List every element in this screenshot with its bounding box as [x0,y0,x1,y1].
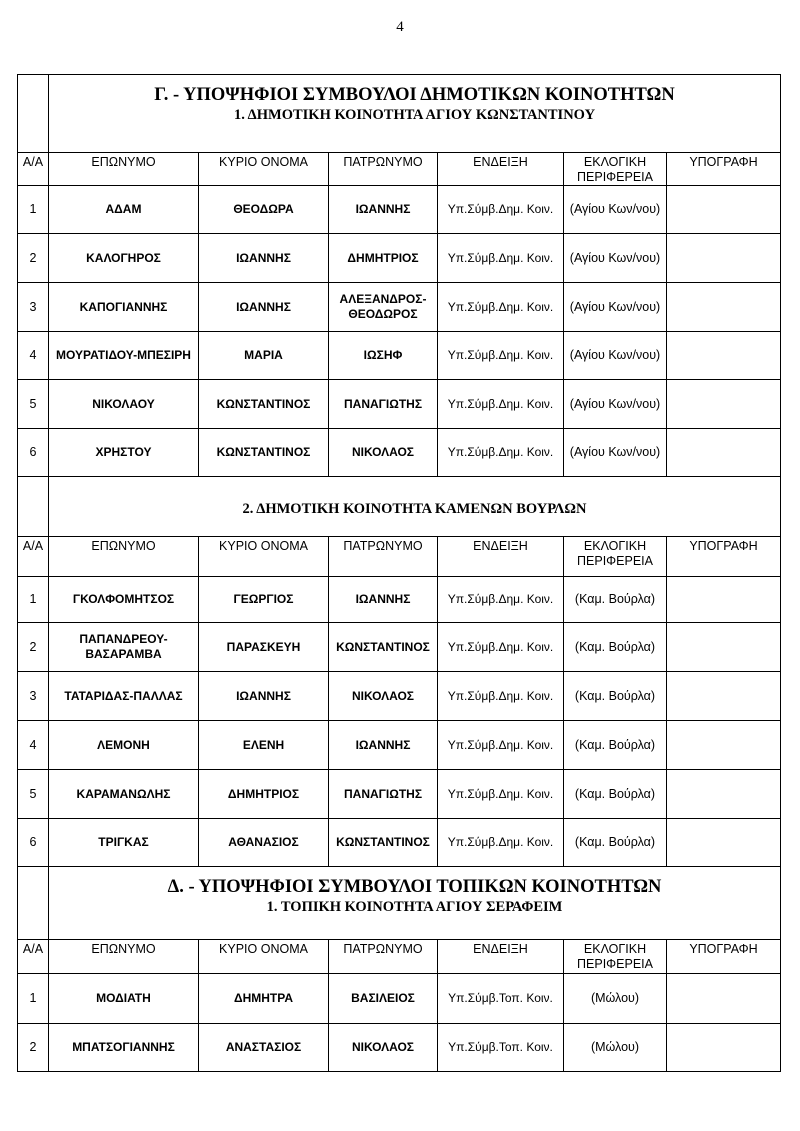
signature-cell[interactable] [667,623,781,672]
cell-father: ΚΩΝΣΤΑΝΤΙΝΟΣ [329,819,438,867]
page-number: 4 [396,19,404,35]
cell-name: ΙΩΑΝΝΗΣ [199,672,329,721]
cell-region: (Καμ. Βούρλα) [564,577,667,623]
cell-region: (Καμ. Βούρλα) [564,672,667,721]
column-header: ΚΥΡΙΟ ΟΝΟΜΑ [199,537,329,577]
cell-ind: Υπ.Σύμβ.Δημ. Κοιν. [438,623,564,672]
cell-surname: ΜΠΑΤΣΟΓΙΑΝΝΗΣ [49,1024,199,1072]
column-header: ΠΑΤΡΩΝΥΜΟ [329,537,438,577]
section-title: Δ. - ΥΠΟΨΗΦΙΟΙ ΣΥΜΒΟΥΛΟΙ ΤΟΠΙΚΩΝ ΚΟΙΝΟΤΗΤΩΝ [167,877,662,897]
cell-father: ΙΩΑΝΝΗΣ [329,577,438,623]
cell-name: ΜΑΡΙΑ [199,332,329,380]
section-subtitle: 2. ΔΗΜΟΤΙΚΗ ΚΟΙΝΟΤΗΤΑ ΚΑΜΕΝΩΝ ΒΟΥΡΛΩΝ [242,500,587,517]
cell-surname: ΜΟΥΡΑΤΙΔΟΥ-ΜΠΕΣΙΡΗ [49,332,199,380]
table-row [18,1024,781,1072]
table-row [18,577,781,623]
candidates-table [17,74,781,1072]
cell-father: ΙΩΣΗΦ [329,332,438,380]
cell-surname: ΑΔΑΜ [49,186,199,234]
cell-n: 3 [18,283,49,332]
column-header: Α/Α [18,537,49,577]
signature-cell[interactable] [667,283,781,332]
section-blank-cell [18,477,49,537]
cell-region: (Καμ. Βούρλα) [564,819,667,867]
cell-n: 3 [18,672,49,721]
cell-ind: Υπ.Σύμβ.Δημ. Κοιν. [438,721,564,770]
column-header: ΕΝΔΕΙΞΗ [438,153,564,186]
cell-surname: ΜΟΔΙΑΤΗ [49,974,199,1024]
signature-cell[interactable] [667,577,781,623]
table-row [18,283,781,332]
table-row [18,234,781,283]
section-title-row [18,867,781,940]
column-header: ΥΠΟΓΡΑΦΗ [667,940,781,974]
column-header: ΥΠΟΓΡΑΦΗ [667,537,781,577]
cell-n: 4 [18,332,49,380]
signature-cell[interactable] [667,672,781,721]
section-title-row [18,75,781,153]
column-header-row [18,940,781,974]
cell-surname: ΚΑΡΑΜΑΝΩΛΗΣ [49,770,199,819]
cell-n: 2 [18,623,49,672]
cell-father: ΙΩΑΝΝΗΣ [329,186,438,234]
column-header: ΕΚΛΟΓΙΚΗ ΠΕΡΙΦΕΡΕΙΑ [564,153,667,186]
cell-n: 6 [18,429,49,477]
cell-father: ΠΑΝΑΓΙΩΤΗΣ [329,380,438,429]
cell-surname: ΝΙΚΟΛΑΟΥ [49,380,199,429]
cell-n: 4 [18,721,49,770]
cell-ind: Υπ.Σύμβ.Δημ. Κοιν. [438,577,564,623]
cell-ind: Υπ.Σύμβ.Δημ. Κοιν. [438,380,564,429]
cell-father: ΒΑΣΙΛΕΙΟΣ [329,974,438,1024]
signature-cell[interactable] [667,186,781,234]
cell-name: ΠΑΡΑΣΚΕΥΗ [199,623,329,672]
signature-cell[interactable] [667,380,781,429]
table-row [18,623,781,672]
column-header-row [18,153,781,186]
cell-surname: ΓΚΟΛΦΟΜΗΤΣΟΣ [49,577,199,623]
column-header: ΕΝΔΕΙΞΗ [438,537,564,577]
column-header: ΠΑΤΡΩΝΥΜΟ [329,940,438,974]
cell-name: ΓΕΩΡΓΙΟΣ [199,577,329,623]
column-header: ΚΥΡΙΟ ΟΝΟΜΑ [199,940,329,974]
cell-name: ΔΗΜΗΤΡΑ [199,974,329,1024]
table-row [18,429,781,477]
cell-ind: Υπ.Σύμβ.Τοπ. Κοιν. [438,974,564,1024]
cell-n: 2 [18,1024,49,1072]
cell-father: ΝΙΚΟΛΑΟΣ [329,672,438,721]
section-title-row [18,477,781,537]
cell-n: 2 [18,234,49,283]
table-row [18,819,781,867]
cell-ind: Υπ.Σύμβ.Δημ. Κοιν. [438,283,564,332]
cell-region: (Καμ. Βούρλα) [564,770,667,819]
cell-surname: ΚΑΛΟΓΗΡΟΣ [49,234,199,283]
table-row [18,380,781,429]
cell-father: ΠΑΝΑΓΙΩΤΗΣ [329,770,438,819]
cell-n: 1 [18,186,49,234]
signature-cell[interactable] [667,721,781,770]
signature-cell[interactable] [667,974,781,1024]
signature-cell[interactable] [667,332,781,380]
signature-cell[interactable] [667,429,781,477]
cell-father: ΚΩΝΣΤΑΝΤΙΝΟΣ [329,623,438,672]
cell-ind: Υπ.Σύμβ.Δημ. Κοιν. [438,332,564,380]
cell-region: (Μώλου) [564,974,667,1024]
cell-name: ΘΕΟΔΩΡΑ [199,186,329,234]
cell-name: ΑΝΑΣΤΑΣΙΟΣ [199,1024,329,1072]
cell-n: 6 [18,819,49,867]
section-heading-cell [49,75,781,153]
cell-name: ΕΛΕΝΗ [199,721,329,770]
cell-ind: Υπ.Σύμβ.Δημ. Κοιν. [438,186,564,234]
column-header: ΕΠΩΝΥΜΟ [49,537,199,577]
cell-ind: Υπ.Σύμβ.Δημ. Κοιν. [438,234,564,283]
cell-father: ΑΛΕΞΑΝΔΡΟΣ-ΘΕΟΔΩΡΟΣ [329,283,438,332]
cell-region: (Αγίου Κων/νου) [564,186,667,234]
signature-cell[interactable] [667,770,781,819]
column-header: ΥΠΟΓΡΑΦΗ [667,153,781,186]
cell-surname: ΛΕΜΟΝΗ [49,721,199,770]
cell-name: ΔΗΜΗΤΡΙΟΣ [199,770,329,819]
cell-ind: Υπ.Σύμβ.Δημ. Κοιν. [438,429,564,477]
cell-ind: Υπ.Σύμβ.Δημ. Κοιν. [438,672,564,721]
signature-cell[interactable] [667,234,781,283]
cell-father: ΔΗΜΗΤΡΙΟΣ [329,234,438,283]
cell-surname: ΤΡΙΓΚΑΣ [49,819,199,867]
cell-father: ΝΙΚΟΛΑΟΣ [329,1024,438,1072]
column-header: Α/Α [18,940,49,974]
cell-ind: Υπ.Σύμβ.Τοπ. Κοιν. [438,1024,564,1072]
column-header: ΕΠΩΝΥΜΟ [49,153,199,186]
signature-cell[interactable] [667,819,781,867]
signature-cell[interactable] [667,1024,781,1072]
cell-father: ΙΩΑΝΝΗΣ [329,721,438,770]
section-heading-cell [49,477,781,537]
cell-region: (Αγίου Κων/νου) [564,283,667,332]
cell-name: ΚΩΝΣΤΑΝΤΙΝΟΣ [199,380,329,429]
column-header: ΕΚΛΟΓΙΚΗ ΠΕΡΙΦΕΡΕΙΑ [564,940,667,974]
cell-region: (Αγίου Κων/νου) [564,332,667,380]
cell-n: 5 [18,770,49,819]
cell-ind: Υπ.Σύμβ.Δημ. Κοιν. [438,819,564,867]
section-subtitle: 1. ΤΟΠΙΚΗ ΚΟΙΝΟΤΗΤΑ ΑΓΙΟΥ ΣΕΡΑΦΕΙΜ [266,899,563,915]
cell-region: (Καμ. Βούρλα) [564,721,667,770]
cell-surname: ΚΑΠΟΓΙΑΝΝΗΣ [49,283,199,332]
table-row [18,721,781,770]
cell-n: 5 [18,380,49,429]
table-row [18,332,781,380]
column-header-row [18,537,781,577]
cell-surname: ΧΡΗΣΤΟΥ [49,429,199,477]
cell-region: (Αγίου Κων/νου) [564,380,667,429]
cell-name: ΙΩΑΝΝΗΣ [199,234,329,283]
table-row [18,770,781,819]
cell-name: ΙΩΑΝΝΗΣ [199,283,329,332]
column-header: ΕΚΛΟΓΙΚΗ ΠΕΡΙΦΕΡΕΙΑ [564,537,667,577]
column-header: ΚΥΡΙΟ ΟΝΟΜΑ [199,153,329,186]
section-blank-cell [18,867,49,940]
section-title: Γ. - ΥΠΟΨΗΦΙΟΙ ΣΥΜΒΟΥΛΟΙ ΔΗΜΟΤΙΚΩΝ ΚΟΙΝΟΤΗΤΩΝ [154,85,675,105]
column-header: ΠΑΤΡΩΝΥΜΟ [329,153,438,186]
cell-ind: Υπ.Σύμβ.Δημ. Κοιν. [438,770,564,819]
column-header: Α/Α [18,153,49,186]
table-row [18,186,781,234]
column-header: ΕΠΩΝΥΜΟ [49,940,199,974]
section-subtitle: 1. ΔΗΜΟΤΙΚΗ ΚΟΙΝΟΤΗΤΑ ΑΓΙΟΥ ΚΩΝΣΤΑΝΤΙΝΟΥ [233,107,596,123]
cell-region: (Καμ. Βούρλα) [564,623,667,672]
cell-name: ΚΩΝΣΤΑΝΤΙΝΟΣ [199,429,329,477]
cell-father: ΝΙΚΟΛΑΟΣ [329,429,438,477]
table-row [18,974,781,1024]
cell-name: ΑΘΑΝΑΣΙΟΣ [199,819,329,867]
cell-region: (Αγίου Κων/νου) [564,234,667,283]
cell-surname: ΠΑΠΑΝΔΡΕΟΥ-ΒΑΣΑΡΑΜΒΑ [49,623,199,672]
cell-n: 1 [18,974,49,1024]
cell-surname: ΤΑΤΑΡΙΔΑΣ-ΠΑΛΛΑΣ [49,672,199,721]
cell-n: 1 [18,577,49,623]
cell-region: (Αγίου Κων/νου) [564,429,667,477]
cell-region: (Μώλου) [564,1024,667,1072]
column-header: ΕΝΔΕΙΞΗ [438,940,564,974]
section-blank-cell [18,75,49,153]
table-row [18,672,781,721]
section-heading-cell [49,867,781,940]
